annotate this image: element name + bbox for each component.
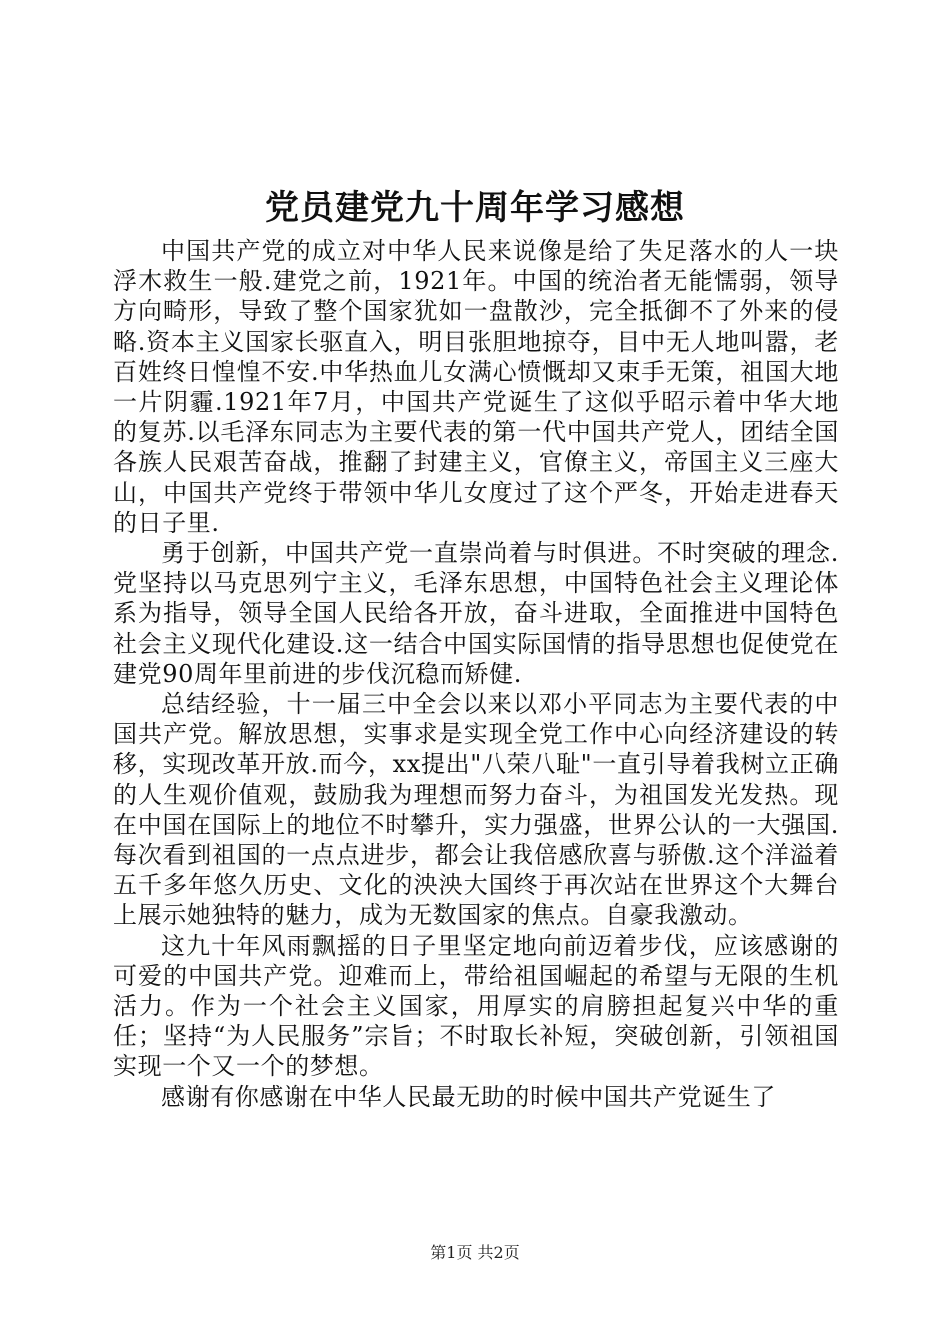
paragraph-5: 感谢有你感谢在中华人民最无助的时候中国共产党诞生了 <box>161 1082 776 1111</box>
paragraph-1: 中国共产党的成立对中华人民来说像是给了失足落水的人一块浮木救生一般.建党之前，1921年。中国的统治者无能懦弱，领导方向畸形，导致了整个国家犹如一盘散沙，完全抵御不了外来的侵略.资本主义国家长驱直入，明目张胆地掠夺，目中无人地叫嚣，老百姓终日惶惶不安.中华热血儿女满心愤慨却又束手无策，祖国大地一片阴霾.1921年7月，中国共产党诞生了这似乎昭示着中华大地的复苏.以毛泽东同志为主要代表的第一代中国共产党人，团结全国各族人民艰苦奋战，推翻了封建主义，官僚主义，帝国主义三座大山，中国共产党终于带领中华儿女度过了这个严冬，开始走进春天的日子里. <box>113 237 839 537</box>
paragraph-4: 这九十年风雨飘摇的日子里坚定地向前迈着步伐，应该感谢的可爱的中国共产党。迎难而上，带给祖国崛起的希望与无限的生机活力。作为一个社会主义国家，用厚实的肩膀担起复兴中华的重任；坚持“为人民服务”宗旨；不时取长补短，突破创新，引领祖国实现一个又一个的梦想。 <box>113 931 839 1081</box>
document-title: 党员建党九十周年学习感想 <box>265 188 685 228</box>
page-footer: 第1页 共2页 <box>430 1243 520 1262</box>
document-body <box>113 236 839 1112</box>
paragraph-2: 勇于创新，中国共产党一直崇尚着与时俱进。不时突破的理念.党坚持以马克思列宁主义，毛泽东思想，中国特色社会主义理论体系为指导，领导全国人民给各开放，奋斗进取，全面推进中国特色社会主义现代化建设.这一结合中国实际国情的指导思想也促使党在建党90周年里前进的步伐沉稳而矫健. <box>113 539 839 688</box>
paragraph-3: 总结经验，十一届三中全会以来以邓小平同志为主要代表的中国共产党。解放思想，实事求是实现全党工作中心向经济建设的转移，实现改革开放.而今，xx提出"八荣八耻"一直引导着我树立正确的人生观价值观，鼓励我为理想而努力奋斗，为祖国发光发热。现在中国在国际上的地位不时攀升，实力强盛，世界公认的一大强国.每次看到祖国的一点点进步，都会让我倍感欣喜与骄傲.这个洋溢着五千多年悠久历史、文化的泱泱大国终于再次站在世界这个大舞台上展示她独特的魅力，成为无数国家的焦点。自豪我激动。 <box>113 690 839 930</box>
